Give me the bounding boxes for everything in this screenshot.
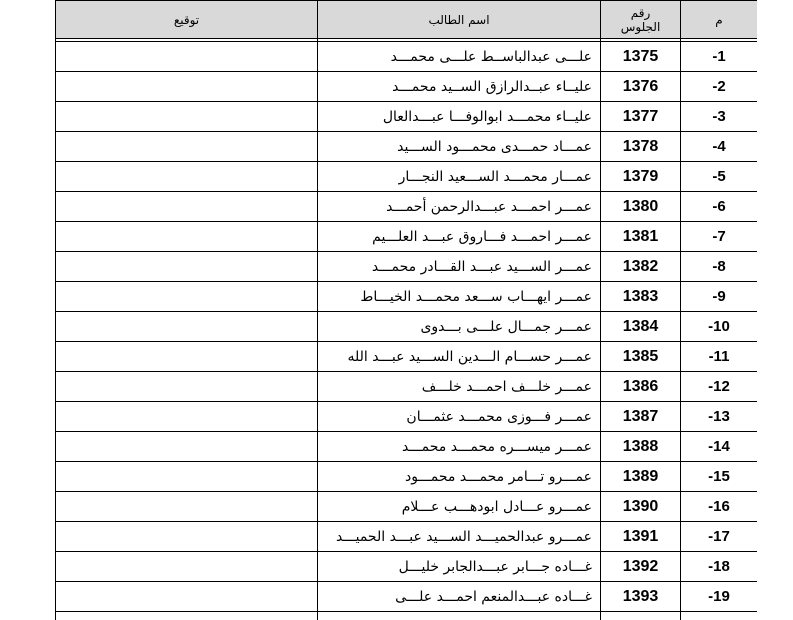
table-row [56, 342, 758, 372]
seat-number: 1387 [601, 402, 681, 432]
signature-cell[interactable] [56, 252, 318, 282]
row-number-text: -18 [708, 558, 730, 575]
signature-cell[interactable] [56, 162, 318, 192]
student-name: عمـــر جمـــال علـــى بـــدوى [318, 312, 601, 342]
student-name: عمـــر خلـــف احمـــد خلـــف [318, 372, 601, 402]
row-number-text: -16 [708, 498, 730, 515]
table-row [56, 102, 758, 132]
signature-cell[interactable] [56, 312, 318, 342]
table-row [56, 72, 758, 102]
signature-cell[interactable] [56, 522, 318, 552]
seat-number: 1385 [601, 342, 681, 372]
table-row [56, 552, 758, 582]
table-row [56, 522, 758, 552]
seat-number: 1383 [601, 282, 681, 312]
row-number [681, 222, 758, 252]
student-name: عمـــاد حمـــدى محمـــود الســـيد [318, 132, 601, 162]
header-number: م [681, 1, 758, 39]
partial-cell [681, 612, 758, 620]
signature-cell[interactable] [56, 372, 318, 402]
seat-number: 1378 [601, 132, 681, 162]
row-number [681, 162, 758, 192]
student-name: عمـــر ميســـره محمـــد محمـــد [318, 432, 601, 462]
student-name: علـــى عبدالباســط علـــى محمـــد [318, 42, 601, 72]
row-number [681, 552, 758, 582]
table-row [56, 402, 758, 432]
table-row [56, 162, 758, 192]
table-body [56, 39, 758, 620]
student-table [55, 0, 757, 620]
seat-number: 1393 [601, 582, 681, 612]
row-number [681, 462, 758, 492]
student-name: عمـــر ايهـــاب ســـعد محمـــد الخيـــاط [318, 282, 601, 312]
header-signature: توقيع [56, 1, 318, 39]
row-number-text: -9 [712, 288, 726, 305]
row-number-text: -10 [708, 318, 730, 335]
row-number-text: -1 [712, 48, 726, 65]
seat-number: 1391 [601, 522, 681, 552]
student-name: عليــاء عبــدالرازق الســيد محمـــد [318, 72, 601, 102]
signature-cell[interactable] [56, 552, 318, 582]
seat-number: 1384 [601, 312, 681, 342]
header-student-name: اسم الطالب [318, 1, 601, 39]
row-number-text: -13 [708, 408, 730, 425]
table-row [56, 582, 758, 612]
table-row [56, 282, 758, 312]
header-seat-number [601, 1, 681, 39]
student-name: عمـــرو عبدالحميـــد الســـيد عبـــد الحميـــد [318, 522, 601, 552]
row-number [681, 402, 758, 432]
table-row [56, 432, 758, 462]
student-name: غـــاده عبـــدالمنعم احمـــد علـــى [318, 582, 601, 612]
signature-cell[interactable] [56, 222, 318, 252]
seat-number: 1390 [601, 492, 681, 522]
partial-cell [56, 612, 318, 620]
signature-cell[interactable] [56, 132, 318, 162]
signature-cell[interactable] [56, 492, 318, 522]
signature-cell[interactable] [56, 72, 318, 102]
row-number-text: -6 [712, 198, 726, 215]
seat-number: 1379 [601, 162, 681, 192]
student-name: عمـــرو عـــادل ابودهـــب عـــلام [318, 492, 601, 522]
row-number-text: -11 [708, 348, 730, 365]
row-number [681, 522, 758, 552]
student-name: غـــاده جـــابر عبـــدالجابر خليـــل [318, 552, 601, 582]
row-number [681, 372, 758, 402]
row-number-text: -8 [712, 258, 726, 275]
table-row [56, 132, 758, 162]
table-header-row [56, 1, 758, 39]
student-name: عمـــار محمـــد الســـعيد النجـــار [318, 162, 601, 192]
signature-cell[interactable] [56, 42, 318, 72]
seat-number: 1388 [601, 432, 681, 462]
signature-cell[interactable] [56, 402, 318, 432]
row-number [681, 432, 758, 462]
row-number [681, 282, 758, 312]
seat-number: 1392 [601, 552, 681, 582]
seat-number: 1377 [601, 102, 681, 132]
table-row [56, 312, 758, 342]
row-number [681, 312, 758, 342]
partial-cell [318, 612, 601, 620]
table-row [56, 372, 758, 402]
row-number [681, 192, 758, 222]
student-name: عمـــرو تـــامر محمـــد محمـــود [318, 462, 601, 492]
table-row [56, 462, 758, 492]
row-number [681, 582, 758, 612]
signature-cell[interactable] [56, 192, 318, 222]
row-number [681, 252, 758, 282]
table-row [56, 252, 758, 282]
student-name: عمـــر حســـام الـــدين الســـيد عبـــد الله [318, 342, 601, 372]
signature-cell[interactable] [56, 102, 318, 132]
row-number-text: -15 [708, 468, 730, 485]
seat-number: 1380 [601, 192, 681, 222]
seat-number: 1376 [601, 72, 681, 102]
row-number-text: -19 [708, 588, 730, 605]
student-name: عمـــر احمـــد عبـــدالرحمن أحمـــد [318, 192, 601, 222]
seat-number: 1381 [601, 222, 681, 252]
student-name: عمـــر فـــوزى محمـــد عثمـــان [318, 402, 601, 432]
signature-cell[interactable] [56, 432, 318, 462]
student-name: عليــاء محمـــد ابوالوفـــا عبـــدالعال [318, 102, 601, 132]
signature-cell[interactable] [56, 342, 318, 372]
row-number [681, 102, 758, 132]
student-name: عمـــر الســـيد عبـــد القـــادر محمـــد [318, 252, 601, 282]
header-seat-line2: الجلوس [620, 19, 661, 34]
row-number [681, 492, 758, 522]
table-row-partial [56, 612, 758, 620]
seat-number: 1382 [601, 252, 681, 282]
row-number [681, 342, 758, 372]
row-number-text: -12 [708, 378, 730, 395]
table-row [56, 42, 758, 72]
row-number-text: -2 [712, 78, 726, 95]
signature-cell[interactable] [56, 582, 318, 612]
row-number [681, 132, 758, 162]
partial-cell [601, 612, 681, 620]
row-number-text: -4 [712, 138, 726, 155]
attendance-sheet [55, 0, 757, 620]
seat-number: 1375 [601, 42, 681, 72]
signature-cell[interactable] [56, 282, 318, 312]
row-number-text: -5 [712, 168, 726, 185]
signature-cell[interactable] [56, 462, 318, 492]
student-name: عمـــر احمـــد فـــاروق عبـــد العلـــيم [318, 222, 601, 252]
seat-number: 1389 [601, 462, 681, 492]
table-row [56, 192, 758, 222]
table-row [56, 222, 758, 252]
row-number [681, 72, 758, 102]
row-number-text: -14 [708, 438, 730, 455]
table-row [56, 492, 758, 522]
row-number-text: -7 [712, 228, 726, 245]
seat-number: 1386 [601, 372, 681, 402]
row-number [681, 42, 758, 72]
row-number-text: -17 [708, 528, 730, 545]
header-seat-line1: رقم [630, 5, 651, 20]
row-number-text: -3 [712, 108, 726, 125]
